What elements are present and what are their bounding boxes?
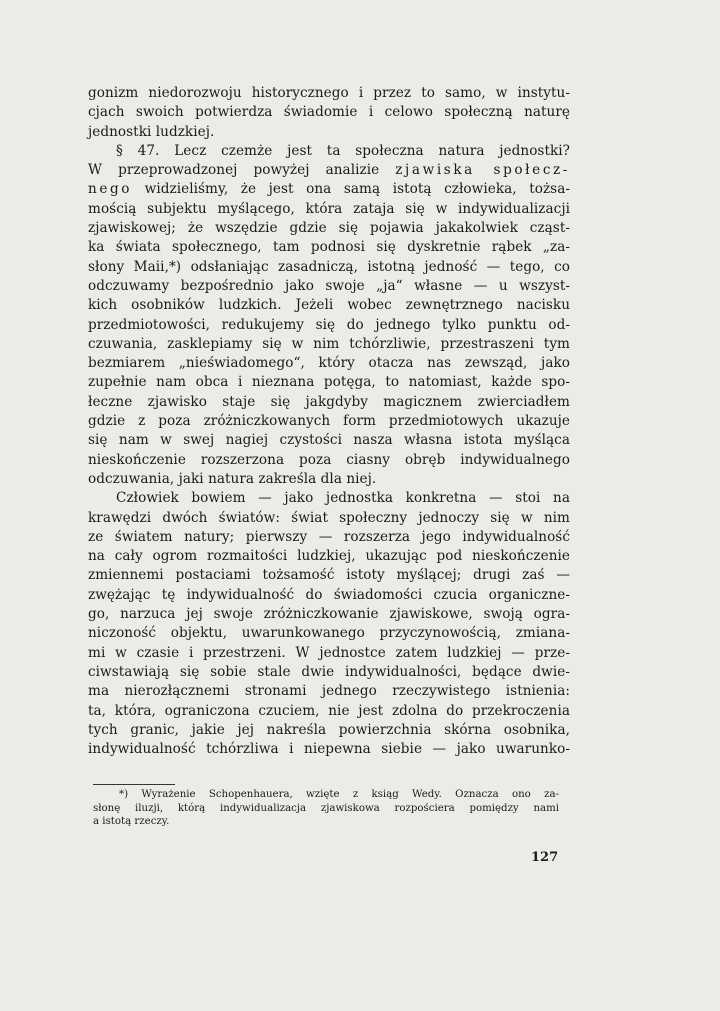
text-line: odczuwamy bezpośrednio jako swoje „ja“ własne — u wszyst-	[88, 277, 570, 294]
text-line: zmiennemi postaciami tożsamość istoty myślącej; drugi zaś —	[88, 567, 570, 584]
text-line: Człowiek bowiem — jako jednostka konkretna — stoi na	[116, 490, 570, 507]
text-line: ka świata społecznego, tam podnosi się dyskretnie rąbek „za-	[88, 239, 570, 256]
text-line	[88, 161, 570, 180]
text-line: zjawiskowej; że wszędzie gdzie się pojawia jakakolwiek cząst-	[88, 220, 570, 237]
section-heading-line: § 47. Lecz czemże jest ta społeczna natura jednostki?	[116, 142, 570, 159]
text-line: krawędzi dwóch światów: świat społeczny jednoczy się w nim	[88, 509, 570, 526]
text-line: mi w czasie i przestrzeni. W jednostce zatem ludzkiej — prze-	[88, 644, 570, 661]
text-run: widzieliśmy, że jest ona samą istotą człowieka, tożsa-	[132, 181, 570, 198]
text-line: odczuwania, jaki natura zakreśla dla niej.	[88, 470, 377, 487]
main-text	[88, 84, 570, 759]
text-line: nieskończenie rozszerzona poza ciasny obręb indywidualnego	[88, 451, 570, 468]
text-line: zwężając tę indywidualność do świadomości czucia organiczne-	[88, 586, 570, 603]
text-line: indywidualność tchórzliwa i niepewna siebie — jako uwarunko-	[88, 741, 570, 758]
text-run: W przeprowadzonej powyżej analizie	[88, 162, 396, 179]
text-line: mością subjektu myślącego, która zataja się w indywidualizacji	[88, 200, 570, 217]
text-line: zupełnie nam obca i nieznana potęga, to natomiast, każde spo-	[88, 374, 570, 391]
text-line: kich osobników ludzkich. Jeżeli wobec zewnętrznego nacisku	[88, 297, 570, 314]
text-line: słony Maii,*) odsłaniając zasadniczą, istotną jedność — tego, co	[88, 258, 570, 275]
text-line	[88, 180, 570, 199]
footnote-divider	[93, 784, 175, 785]
footnote-line: a istotą rzeczy.	[93, 816, 170, 828]
text-line: tych granic, jakie jej nakreśla powierzchnia skórna osobnika,	[88, 721, 570, 738]
footnote-line: słonę iluzji, którą indywidualizacja zjawiskowa rozpościera pomiędzy nami	[93, 802, 559, 814]
text-line: bezmiarem „nieświadomego“, który otacza nas zewsząd, jako	[88, 355, 570, 372]
footnote	[93, 788, 559, 829]
text-line: się nam w swej nagiej czystości nasza własna istota myśląca	[88, 432, 570, 449]
text-line: niczoność objektu, uwarunkowanego przyczynowością, zmiana-	[88, 625, 570, 642]
emphasized-text: nego	[88, 181, 133, 198]
text-line: przedmiotowości, redukujemy się do jednego tylko punktu od-	[88, 316, 570, 333]
footnote-line: *) Wyrażenie Schopenhauera, wzięte z ksiąg Wedy. Oznacza ono za-	[119, 789, 559, 800]
text-line: cjach swoich potwierdza świadomie i celowo społeczną naturę	[88, 104, 570, 121]
text-line: ze światem natury; pierwszy — rozszerza jego indywidualność	[88, 528, 570, 545]
text-line: ma nierozłącznemi stronami jednego rzeczywistego istnienia:	[88, 683, 570, 700]
text-line: gdzie z poza zróżniczkowanych form przedmiotowych ukazuje	[88, 413, 570, 430]
text-line: gonizm niedorozwoju historycznego i przez to samo, w instytu-	[88, 85, 570, 101]
emphasized-text: zjawiska społecz-	[395, 162, 570, 179]
page-number: 127	[531, 850, 559, 865]
text-line: go, narzuca jej swoje zróżniczkowanie zjawiskowe, swoją ogra-	[88, 606, 570, 623]
text-line: łeczne zjawisko staje się jakgdyby magicznem zwierciadłem	[88, 393, 570, 410]
text-line: ta, która, ograniczona czuciem, nie jest zdolna do przekroczenia	[88, 702, 570, 719]
text-line: na cały ogrom rozmaitości ludzkiej, ukazując pod nieskończenie	[88, 548, 570, 565]
text-line: jednostki ludzkiej.	[88, 123, 215, 140]
text-line: ciwstawiają się sobie stale dwie indywidualności, będące dwie-	[88, 663, 570, 680]
text-line: czuwania, zasklepiamy się w nim tchórzliwie, przestraszeni tym	[88, 335, 570, 352]
